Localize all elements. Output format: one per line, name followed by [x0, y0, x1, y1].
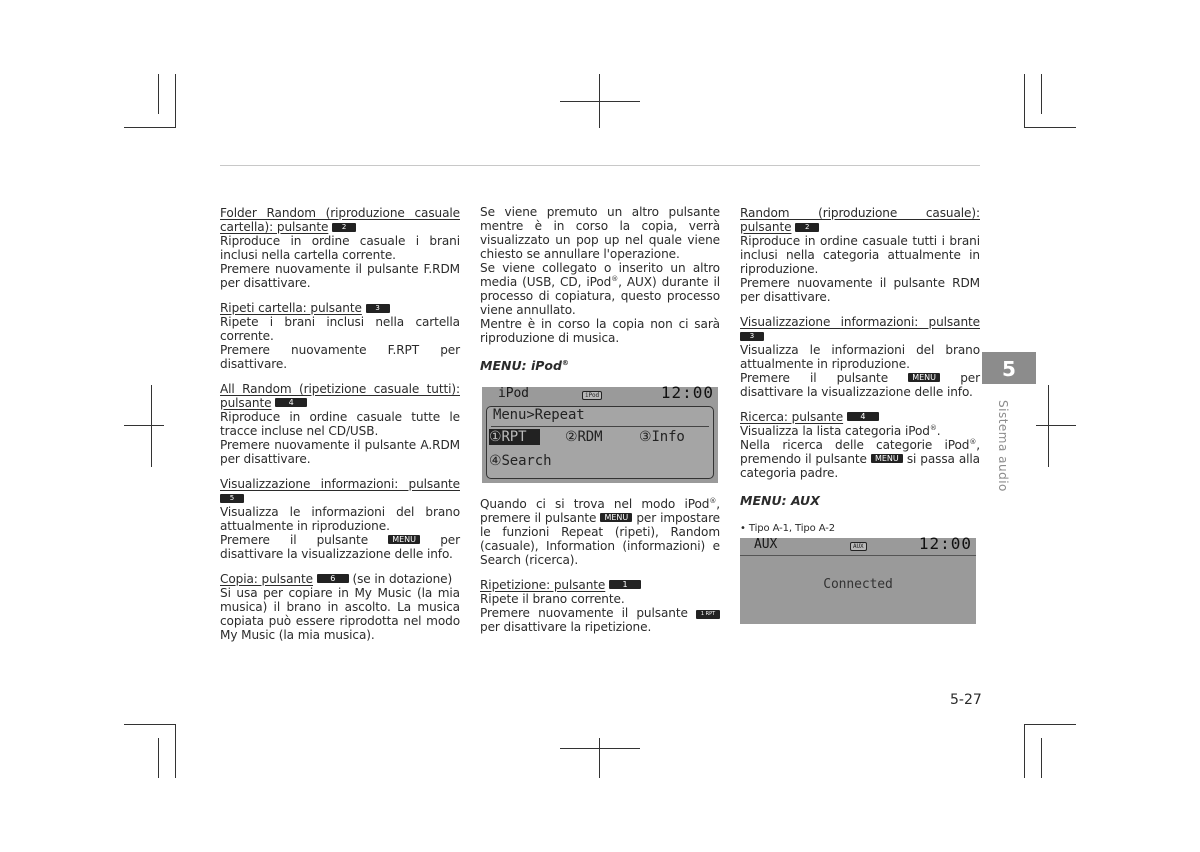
paragraph: Riproduce in ordine casuale tutti i brani inclusi nella categoria attualmente in riproduzione.: [740, 234, 980, 276]
menu-option-rpt: ①RPT: [489, 429, 540, 445]
button-key-icon: 6: [317, 574, 349, 583]
button-key-icon: 3: [740, 332, 764, 341]
header-rule: [220, 165, 980, 166]
crop-mark: [1024, 74, 1025, 128]
button-key-icon: 2: [795, 223, 819, 232]
paragraph: Ripete il brano corrente.: [480, 592, 625, 606]
section-heading: [480, 578, 720, 592]
menu-panel: [486, 406, 714, 479]
screen-source-label: AUX: [754, 537, 778, 552]
heading-text: Visualizzazione informazioni: pulsante: [740, 315, 980, 329]
paragraph: Visualizza le informazioni del brano attualmente in riproduzione.: [220, 505, 460, 533]
ipod-screen-display: [482, 383, 718, 483]
heading-text: Ripetizione: pulsante: [480, 578, 606, 592]
rpt-key-icon: 1 RPT: [696, 610, 720, 619]
menu-key-icon: MENU: [908, 373, 940, 382]
screen-clock: 12:00: [660, 383, 714, 402]
section-heading: [740, 410, 980, 424]
crop-mark: [1036, 425, 1076, 426]
aux-badge-icon: AUX: [850, 542, 867, 551]
crop-mark: [1024, 127, 1076, 128]
crop-mark: [599, 738, 600, 778]
heading-text: Ripeti cartella: pulsante: [220, 301, 362, 315]
button-key-icon: 2: [332, 223, 356, 232]
button-key-icon: 4: [847, 412, 879, 421]
screen-clock: 12:00: [918, 534, 972, 553]
crop-mark: [1041, 738, 1042, 778]
paragraph: Ripete i brani inclusi nella cartella corrente.: [220, 315, 460, 343]
paragraph: Premere nuovamente il pulsante 1 RPT per disattivare la ripetizione.: [480, 606, 720, 634]
paragraph: Riproduce in ordine casuale tutte le tracce incluse nel CD/USB.: [220, 410, 460, 438]
menu-title: Menu>Repeat: [493, 407, 585, 423]
crop-mark: [560, 101, 640, 102]
paragraph: Se viene collegato o inserito un altro media (USB, CD, iPod®, AUX) durante il processo di copiatura, questo processo viene annullato.: [480, 261, 720, 317]
paragraph: Se viene premuto un altro pulsante mentre è in corso la copia, verrà visualizzato un pop up nel quale viene chiesto se annullare l'operazione.: [480, 205, 720, 261]
button-key-icon: 5: [220, 494, 244, 503]
chapter-title-vertical: [996, 400, 1010, 500]
crop-mark: [124, 425, 164, 426]
chapter-title: Sistema audio: [996, 400, 1010, 492]
chapter-tab: 5: [982, 352, 1036, 384]
ipod-badge-icon: iPod: [582, 391, 602, 400]
heading-text: All Random (ripetizione casuale tutti): pulsante: [220, 382, 460, 410]
menu-key-icon: MENU: [388, 535, 420, 544]
crop-mark: [1024, 724, 1076, 725]
menu-heading: MENU: iPod®: [480, 358, 569, 373]
connection-status: Connected: [823, 577, 893, 592]
column-right: [740, 206, 980, 624]
crop-mark: [1048, 385, 1049, 467]
paragraph: Nella ricerca delle categorie iPod®, premendo il pulsante MENU si passa alla categoria padre.: [740, 437, 980, 480]
menu-option-rdm: ②RDM: [565, 429, 603, 445]
paragraph: Quando ci si trova nel modo iPod®, premere il pulsante MENU per impostare le funzioni Repeat (ripeti), Random (casuale), Information (informazioni) e Search (ricerca).: [480, 496, 721, 567]
menu-key-icon: MENU: [871, 454, 903, 463]
crop-mark: [151, 385, 152, 467]
menu-option-info: ③Info: [639, 429, 685, 445]
section-heading: [220, 301, 460, 315]
section-heading: [740, 206, 980, 234]
button-key-icon: 4: [275, 398, 307, 407]
paragraph: Premere nuovamente il pulsante F.RDM per disattivare.: [220, 262, 460, 290]
section-heading: [220, 206, 460, 234]
heading-text: Random (riproduzione casuale): pulsante: [740, 206, 980, 234]
crop-mark: [1041, 74, 1042, 114]
crop-mark: [158, 74, 159, 114]
paragraph: Premere il pulsante MENU per disattivare la visualizzazione delle info.: [220, 533, 460, 561]
section-heading: [220, 477, 460, 505]
crop-mark: [560, 748, 640, 749]
button-key-icon: 1: [609, 580, 641, 589]
crop-mark: [124, 724, 176, 725]
heading-text: Copia: pulsante: [220, 572, 313, 586]
section-heading: Copia: pulsante 6 (se in dotazione): [220, 572, 453, 586]
crop-mark: [1024, 724, 1025, 778]
menu-heading: MENU: AUX: [740, 493, 820, 508]
menu-option-search: ④Search: [489, 453, 552, 469]
screen-source-label: iPod: [498, 386, 529, 401]
paragraph: Mentre è in corso la copia non ci sarà riproduzione di musica.: [480, 317, 720, 345]
paragraph: Premere nuovamente il pulsante RDM per disattivare.: [740, 276, 980, 304]
heading-text: Folder Random (riproduzione casuale cartella): pulsante: [220, 206, 460, 234]
heading-text: Visualizzazione informazioni: pulsante: [220, 477, 460, 491]
paragraph: Premere nuovamente F.RPT per disattivare.: [220, 343, 460, 371]
paragraph: Visualizza le informazioni del brano attualmente in riproduzione.: [740, 343, 980, 371]
heading-text: Ricerca: pulsante: [740, 410, 844, 424]
button-key-icon: 3: [366, 304, 390, 313]
column-middle: [480, 205, 720, 634]
section-heading: [740, 315, 980, 343]
column-left: [220, 206, 460, 642]
menu-key-icon: MENU: [600, 513, 632, 522]
page-number: 5-27: [950, 692, 982, 708]
type-caption: • Tipo A-1, Tipo A-2: [740, 523, 836, 534]
crop-mark: [158, 738, 159, 778]
paragraph: Riproduce in ordine casuale i brani inclusi nella cartella corrente.: [220, 234, 460, 262]
section-heading: [220, 382, 460, 410]
paragraph: Premere nuovamente il pulsante A.RDM per disattivare.: [220, 438, 460, 466]
crop-mark: [124, 127, 176, 128]
aux-screen-display: [740, 534, 976, 624]
paragraph: Visualizza la lista categoria iPod®.: [740, 423, 941, 438]
paragraph: Premere il pulsante MENU per disattivare la visualizzazione delle info.: [740, 371, 980, 399]
crop-mark: [175, 74, 176, 128]
crop-mark: [175, 724, 176, 778]
paragraph: Si usa per copiare in My Music (la mia musica) il brano in ascolto. La musica copiata può essere riprodotta nel modo My Music (la mia musica).: [220, 586, 460, 642]
